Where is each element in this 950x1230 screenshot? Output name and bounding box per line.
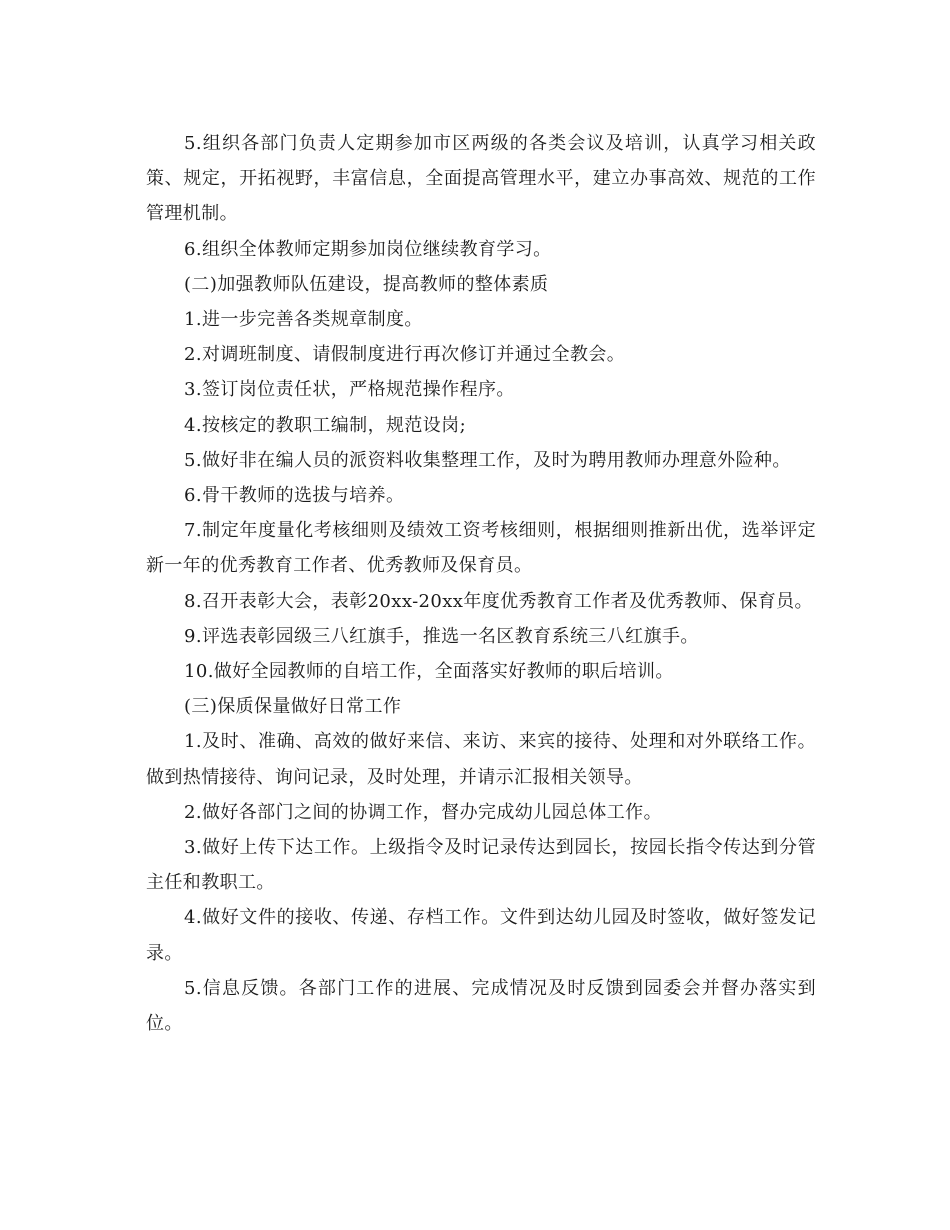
paragraph: 8.召开表彰大会，表彰20xx-20xx年度优秀教育工作者及优秀教师、保育员。 [184, 590, 813, 612]
paragraph: 5.做好非在编人员的派资料收集整理工作，及时为聘用教师办理意外险种。 [184, 449, 791, 471]
paragraph: 4.做好文件的接收、传递、存档工作。文件到达幼儿园及时签收，做好签发记录。 [146, 907, 816, 964]
paragraph: 6.组织全体教师定期参加岗位继续教育学习。 [184, 238, 552, 260]
paragraph: 2.做好各部门之间的协调工作，督办完成幼儿园总体工作。 [184, 801, 662, 823]
paragraph: 2.对调班制度、请假制度进行再次修订并通过全教会。 [184, 344, 626, 366]
paragraph: 5.组织各部门负责人定期参加市区两级的各类会议及培训，认真学习相关政策、规定，开拓视野，丰富信息，全面提高管理水平，建立办事高效、规范的工作管理机制。 [146, 133, 816, 225]
section-heading: (三)保质保量做好日常工作 [184, 696, 402, 718]
paragraph: 1.进一步完善各类规章制度。 [184, 309, 423, 331]
paragraph: 3.做好上传下达工作。上级指令及时记录传达到园长，按园长指令传达到分管主任和教职工。 [146, 837, 816, 894]
paragraph: 5.信息反馈。各部门工作的进展、完成情况及时反馈到园委会并督办落实到位。 [146, 977, 816, 1035]
paragraph: 6.骨干教师的选拔与培养。 [184, 485, 405, 507]
section-heading: (二)加强教师队伍建设，提高教师的整体素质 [184, 273, 549, 295]
paragraph: 4.按核定的教职工编制，规范设岗; [184, 414, 467, 436]
document-body [146, 126, 816, 1041]
paragraph: 9.评选表彰园级三八红旗手，推选一名区教育系统三八红旗手。 [184, 625, 699, 647]
paragraph: 7.制定年度量化考核细则及绩效工资考核细则，根据细则推新出优，选举评定新一年的优秀教育工作者、优秀教师及保育员。 [146, 520, 816, 577]
paragraph: 3.签订岗位责任状，严格规范操作程序。 [184, 379, 515, 401]
paragraph: 1.及时、准确、高效的做好来信、来访、来宾的接待、处理和对外联络工作。做到热情接待、询问记录，及时处理，并请示汇报相关领导。 [146, 731, 816, 788]
paragraph: 10.做好全园教师的自培工作，全面落实好教师的职后培训。 [184, 661, 674, 683]
